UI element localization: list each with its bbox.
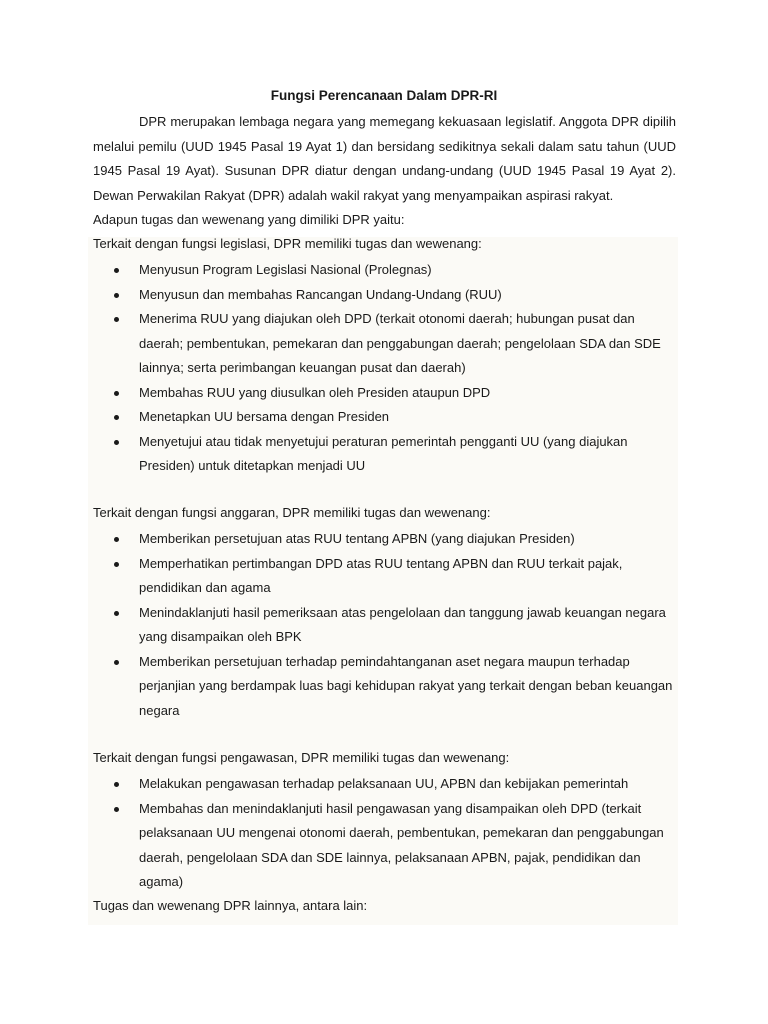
anggaran-list: [93, 527, 676, 723]
bullet-icon: [114, 391, 119, 396]
list-item: Menindaklanjuti hasil pemeriksaan atas pengelolaan dan tanggung jawab keuangan negara yang disampaikan oleh BPK: [93, 601, 676, 650]
bullet-icon: [114, 293, 119, 298]
list-item: Membahas RUU yang diusulkan oleh Presiden ataupun DPD: [93, 381, 676, 406]
section-heading-pengawasan: Terkait dengan fungsi pengawasan, DPR memiliki tugas dan wewenang:: [93, 750, 510, 765]
bullet-icon: [114, 415, 119, 420]
list-item: Menyetujui atau tidak menyetujui peraturan pemerintah pengganti UU (yang diajukan Presiden) untuk ditetapkan menjadi UU: [93, 430, 676, 479]
page-title: Fungsi Perencanaan Dalam DPR-RI: [270, 88, 498, 103]
intro-paragraph: DPR merupakan lembaga negara yang memegang kekuasaan legislatif. Anggota DPR dipilih melalui pemilu (UUD 1945 Pasal 19 Ayat 1) dan bersidang sedikitnya sekali dalam satu tahun (UUD 1945 Pasal 19 Ayat). Susunan DPR diatur dengan undang-undang (UUD 1945 Pasal 19 Ayat 2). Dewan Perwakilan Rakyat (DPR) adalah wakil rakyat yang menyampaikan aspirasi rakyat.: [93, 114, 676, 203]
bullet-icon: [114, 660, 119, 665]
bullet-icon: [114, 537, 119, 542]
bullet-icon: [114, 440, 119, 445]
list-item: Menyusun Program Legislasi Nasional (Prolegnas): [93, 258, 676, 283]
list-item: Menetapkan UU bersama dengan Presiden: [93, 405, 676, 430]
bullet-icon: [114, 807, 119, 812]
bullet-icon: [114, 317, 119, 322]
section-anggaran: [93, 503, 676, 723]
pengawasan-list: [93, 772, 676, 895]
list-item: Melakukan pengawasan terhadap pelaksanaan UU, APBN dan kebijakan pemerintah: [93, 772, 676, 797]
section-legislasi: [93, 234, 676, 479]
legislasi-list: [93, 258, 676, 479]
section-pengawasan: [93, 748, 676, 895]
section-heading-anggaran: Terkait dengan fungsi anggaran, DPR memiliki tugas dan wewenang:: [93, 505, 491, 520]
bullet-icon: [114, 782, 119, 787]
closing-line: Tugas dan wewenang DPR lainnya, antara lain:: [93, 898, 368, 913]
list-item: Memberikan persetujuan terhadap pemindahtanganan aset negara maupun terhadap perjanjian yang berdampak luas bagi kehidupan rakyat yang terkait dengan beban keuangan negara: [93, 650, 676, 724]
bullet-icon: [114, 611, 119, 616]
list-item: Memberikan persetujuan atas RUU tentang APBN (yang diajukan Presiden): [93, 527, 676, 552]
list-item: Menyusun dan membahas Rancangan Undang-Undang (RUU): [93, 283, 676, 308]
section-heading-legislasi: Terkait dengan fungsi legislasi, DPR memiliki tugas dan wewenang:: [93, 236, 482, 251]
list-item: Menerima RUU yang diajukan oleh DPD (terkait otonomi daerah; hubungan pusat dan daerah; pembentukan, pemekaran dan penggabungan daerah; pengelolaan SDA dan SDE lainnya; serta perimbangan keuangan pusat dan daerah): [93, 307, 676, 381]
bullet-icon: [114, 562, 119, 567]
list-item: Membahas dan menindaklanjuti hasil pengawasan yang disampaikan oleh DPD (terkait pelaksanaan UU mengenai otonomi daerah, pembentukan, pemekaran dan penggabungan daerah, pengelolaan SDA dan SDE lainnya, pelaksanaan APBN, pajak, pendidikan dan agama): [93, 797, 676, 895]
tasks-intro: Adapun tugas dan wewenang yang dimiliki DPR yaitu:: [93, 212, 405, 227]
bullet-icon: [114, 268, 119, 273]
list-item: Memperhatikan pertimbangan DPD atas RUU tentang APBN dan RUU terkait pajak, pendidikan dan agama: [93, 552, 676, 601]
